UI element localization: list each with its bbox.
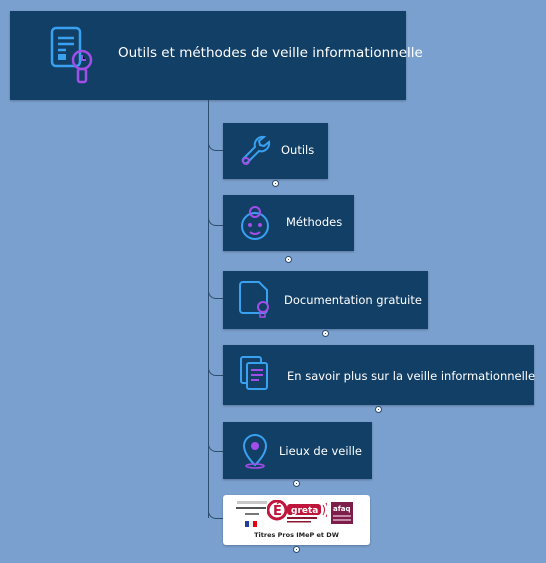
document-search-icon <box>237 280 273 318</box>
connector-branch <box>208 434 224 452</box>
collapse-toggle[interactable] <box>272 180 279 187</box>
location-pin-icon <box>237 431 273 469</box>
afaq-logo <box>331 502 353 524</box>
connector-trunk <box>208 100 209 518</box>
topic-label: Lieux de veille <box>279 444 362 458</box>
topic-label: Outils <box>281 143 315 157</box>
connector-branch <box>208 501 224 519</box>
topic-documentation-gratuite[interactable] <box>223 271 428 329</box>
collapse-toggle[interactable] <box>293 480 300 487</box>
topic-en-savoir-plus[interactable] <box>223 345 534 405</box>
root-title: Outils et méthodes de veille informationnelle <box>118 45 423 61</box>
documents-icon <box>237 354 273 392</box>
document-search-icon <box>48 26 98 84</box>
svg-text:É: É <box>273 504 282 519</box>
topic-label: En savoir plus sur la veille informationnelle <box>287 369 536 383</box>
collapse-toggle[interactable] <box>285 256 292 263</box>
republique-francaise-logo <box>233 501 271 531</box>
connector-branch <box>208 208 224 226</box>
greta-logo <box>267 500 327 530</box>
collapse-toggle[interactable] <box>322 330 329 337</box>
connector-branch <box>208 133 224 151</box>
topic-outils[interactable] <box>223 123 328 179</box>
topic-logos[interactable] <box>223 495 370 545</box>
topic-methodes[interactable] <box>223 195 354 251</box>
topic-label: Méthodes <box>286 215 343 229</box>
logo-caption: Titres Pros IMeP et DW <box>254 531 339 539</box>
connector-branch <box>208 281 224 299</box>
greta-text: greta <box>291 506 319 516</box>
collapse-toggle[interactable] <box>375 406 382 413</box>
root-topic[interactable] <box>10 11 423 100</box>
head-gear-icon <box>237 204 273 242</box>
collapse-toggle[interactable] <box>293 546 300 553</box>
wrench-icon <box>237 132 273 170</box>
topic-lieux-de-veille[interactable] <box>223 422 372 479</box>
connector-branch <box>208 358 224 376</box>
topic-label: Documentation gratuite <box>284 293 422 307</box>
afaq-text: afaq <box>333 505 351 513</box>
